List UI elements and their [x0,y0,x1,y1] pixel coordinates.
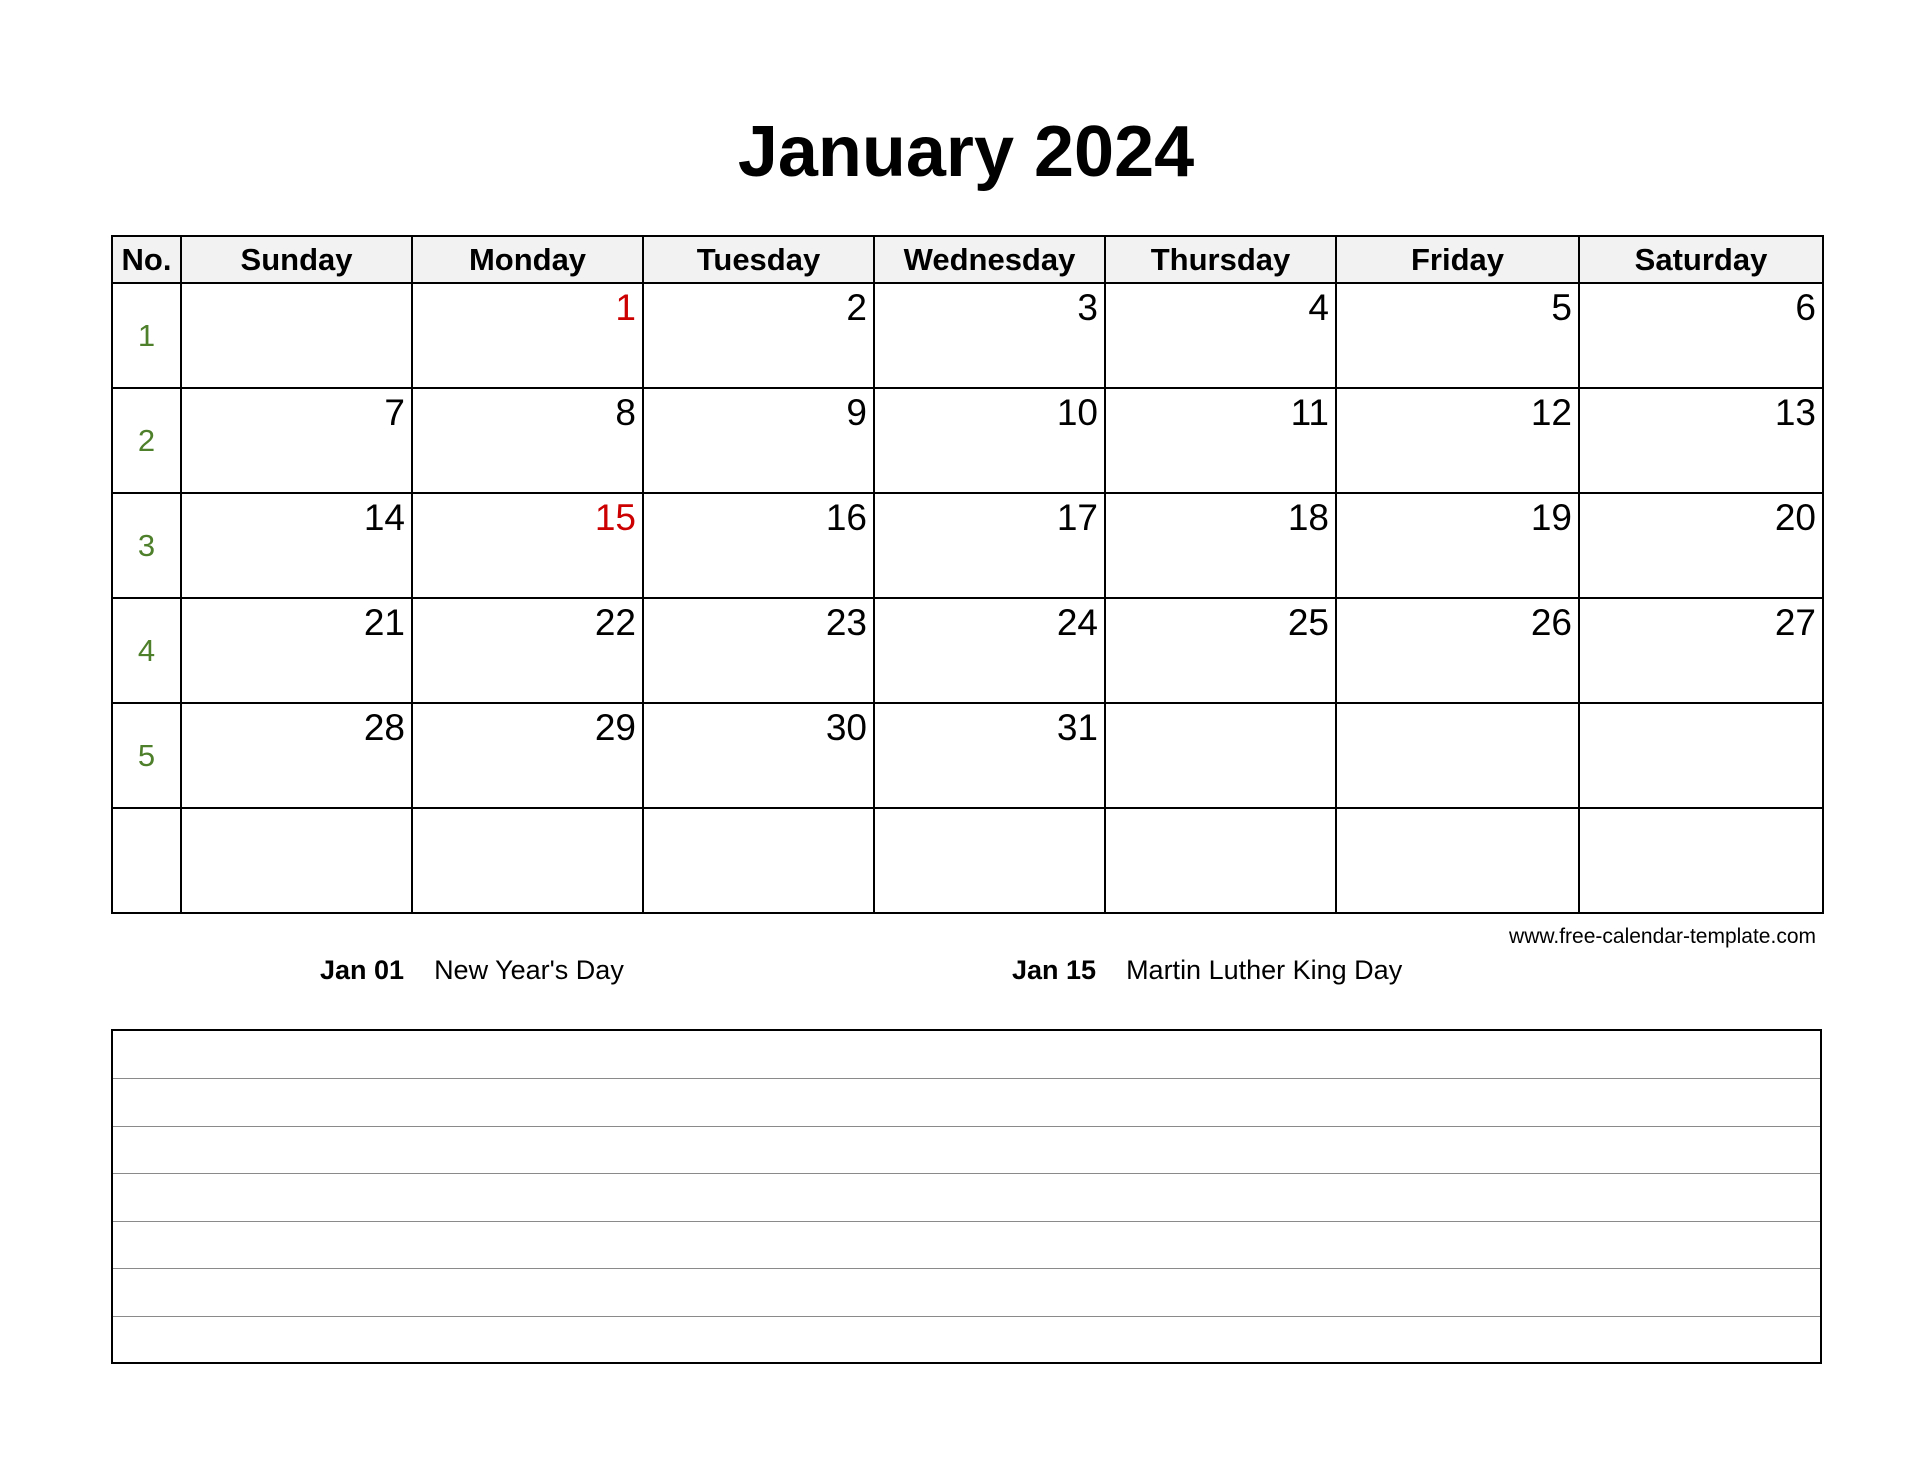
day-number: 10 [1056,392,1098,433]
day-number [644,809,873,813]
day-number: 23 [825,602,867,643]
day-cell[interactable] [181,493,412,598]
day-number [875,809,1104,813]
day-number: 26 [1530,602,1572,643]
week-row [112,598,1823,703]
day-cell[interactable] [412,388,643,493]
day-number [182,809,411,813]
day-cell[interactable] [1336,703,1579,808]
day-number: 7 [384,392,405,433]
holiday-entry [320,952,624,988]
day-number: 1 [615,287,636,328]
day-cell[interactable] [874,598,1105,703]
weekday-header-friday: Friday [1336,236,1579,283]
day-cell[interactable] [181,283,412,388]
day-number: 16 [825,497,867,538]
day-cell[interactable] [874,388,1105,493]
week-row [112,388,1823,493]
day-number: 4 [1308,287,1329,328]
day-cell[interactable] [874,493,1105,598]
day-number [1580,704,1822,708]
day-cell[interactable] [1579,808,1823,913]
day-cell[interactable] [181,598,412,703]
day-cell[interactable] [643,493,874,598]
day-number [1106,809,1335,813]
weekday-header-tuesday: Tuesday [643,236,874,283]
day-cell[interactable] [1105,388,1336,493]
day-number: 11 [1290,392,1329,433]
day-number: 14 [363,497,405,538]
day-cell[interactable] [181,808,412,913]
week-number: 3 [112,493,181,598]
holiday-entry [1012,952,1402,988]
day-number: 3 [1077,287,1098,328]
day-number [1580,809,1822,813]
day-number: 9 [846,392,867,433]
weekday-header-monday: Monday [412,236,643,283]
day-cell[interactable] [1336,598,1579,703]
day-cell[interactable] [1579,598,1823,703]
day-number: 18 [1287,497,1329,538]
day-cell[interactable] [1105,703,1336,808]
weekday-header-sunday: Sunday [181,236,412,283]
day-number: 5 [1551,287,1572,328]
note-line [113,1316,1820,1317]
day-cell[interactable] [1105,808,1336,913]
note-line [113,1221,1820,1222]
day-cell[interactable] [1336,283,1579,388]
day-number: 15 [594,497,636,538]
note-line [113,1126,1820,1127]
day-number: 13 [1774,392,1816,433]
day-number [1106,704,1335,708]
day-cell[interactable] [1579,283,1823,388]
day-cell[interactable] [412,703,643,808]
day-number: 8 [615,392,636,433]
holiday-name: Martin Luther King Day [1126,955,1403,985]
holiday-name: New Year's Day [434,955,624,985]
week-number: 1 [112,283,181,388]
weekday-header-thursday: Thursday [1105,236,1336,283]
weekday-header-wednesday: Wednesday [874,236,1105,283]
week-row [112,808,1823,913]
weekday-header-saturday: Saturday [1579,236,1823,283]
week-number: 5 [112,703,181,808]
day-number: 29 [594,707,636,748]
day-number: 24 [1056,602,1098,643]
day-number: 20 [1774,497,1816,538]
week-number [112,808,181,913]
day-cell[interactable] [412,283,643,388]
day-cell[interactable] [412,808,643,913]
day-cell[interactable] [1105,283,1336,388]
day-cell[interactable] [1105,493,1336,598]
week-number: 4 [112,598,181,703]
day-number: 2 [846,287,867,328]
day-cell[interactable] [643,388,874,493]
notes-box[interactable] [111,1029,1822,1364]
day-cell[interactable] [181,703,412,808]
holiday-date: Jan 15 [1012,955,1097,985]
day-cell[interactable] [181,388,412,493]
day-number: 19 [1530,497,1572,538]
week-row [112,703,1823,808]
day-number: 25 [1287,602,1329,643]
day-number: 6 [1795,287,1816,328]
day-number: 30 [825,707,867,748]
week-number: 2 [112,388,181,493]
day-cell[interactable] [412,493,643,598]
day-cell[interactable] [412,598,643,703]
calendar-title: January 2024 [737,112,1195,192]
calendar-grid [111,235,1824,914]
week-number-header: No. [112,236,181,283]
holiday-date: Jan 01 [320,955,405,985]
note-line [113,1268,1820,1269]
day-number: 27 [1774,602,1816,643]
day-cell[interactable] [1579,388,1823,493]
day-cell[interactable] [643,703,874,808]
weekday-header-row [112,236,1823,283]
day-number: 22 [594,602,636,643]
day-number: 21 [363,602,405,643]
day-cell[interactable] [643,598,874,703]
week-row [112,493,1823,598]
day-cell[interactable] [874,808,1105,913]
day-cell[interactable] [643,283,874,388]
website-credit: www.free-calendar-template.com [1509,925,1816,948]
day-number [1337,704,1578,708]
day-cell[interactable] [1336,493,1579,598]
day-number: 17 [1056,497,1098,538]
day-number: 31 [1056,707,1098,748]
week-row [112,283,1823,388]
day-cell[interactable] [1579,493,1823,598]
day-cell[interactable] [643,808,874,913]
day-cell[interactable] [874,283,1105,388]
day-cell[interactable] [1105,598,1336,703]
day-number [1337,809,1578,813]
note-line [113,1173,1820,1174]
day-number [413,809,642,813]
day-cell[interactable] [1336,388,1579,493]
note-line [113,1078,1820,1079]
day-number [182,284,411,288]
day-cell[interactable] [1579,703,1823,808]
day-number: 12 [1530,392,1572,433]
day-cell[interactable] [874,703,1105,808]
day-cell[interactable] [1336,808,1579,913]
day-number: 28 [363,707,405,748]
